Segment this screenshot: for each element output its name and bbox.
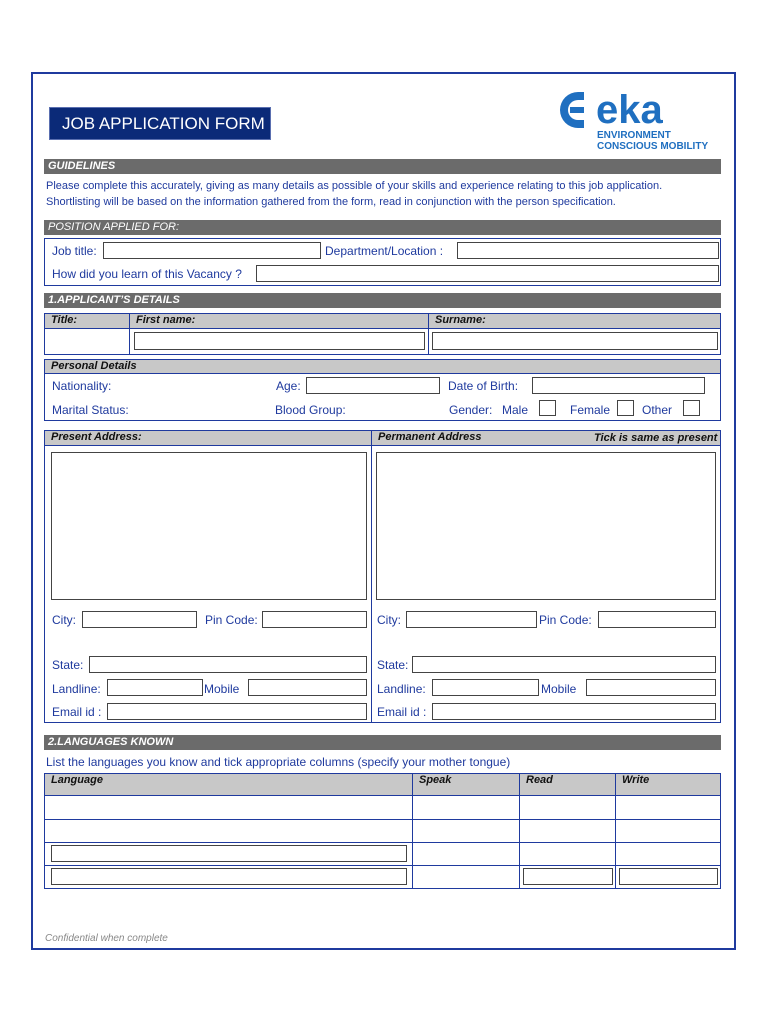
department-input[interactable]: [457, 242, 719, 259]
language-row-3-input[interactable]: [51, 845, 407, 862]
speak-column-header: Speak: [412, 773, 520, 796]
gender-female-checkbox[interactable]: [617, 400, 634, 416]
language-row-4-read-input[interactable]: [523, 868, 613, 885]
language-row-1-read[interactable]: [519, 795, 616, 820]
language-column-header: Language: [44, 773, 413, 796]
language-row-3-read[interactable]: [519, 842, 616, 866]
eka-logo-icon: [556, 90, 716, 130]
confidential-note: Confidential when complete: [45, 933, 168, 944]
language-row-4-input[interactable]: [51, 868, 407, 885]
permanent-mobile-input[interactable]: [586, 679, 716, 696]
present-state-label: State:: [52, 658, 84, 672]
present-state-input[interactable]: [89, 656, 367, 673]
language-row-1-write[interactable]: [615, 795, 721, 820]
permanent-landline-input[interactable]: [432, 679, 539, 696]
first-name-input[interactable]: [134, 332, 425, 350]
present-city-input[interactable]: [82, 611, 197, 628]
permanent-address-textarea[interactable]: [376, 452, 716, 600]
position-heading: POSITION APPLIED FOR:: [44, 220, 721, 235]
present-city-label: City:: [52, 613, 76, 627]
language-row-2-write[interactable]: [615, 819, 721, 843]
gender-female-label: Female: [570, 403, 611, 417]
language-row-1-speak[interactable]: [412, 795, 520, 820]
job-title-label: Job title:: [52, 244, 97, 258]
permanent-state-label: State:: [377, 658, 409, 672]
read-column-header: Read: [519, 773, 616, 796]
blood-group-label: Blood Group:: [275, 403, 346, 417]
logo-wordmark: eka: [596, 90, 663, 130]
language-row-4-write-input[interactable]: [619, 868, 718, 885]
language-row-2-speak[interactable]: [412, 819, 520, 843]
surname-column-header: Surname:: [428, 313, 721, 329]
language-row-4-speak[interactable]: [412, 865, 520, 889]
permanent-pin-input[interactable]: [598, 611, 716, 628]
applicant-heading: 1.APPLICANT’S DETAILS: [44, 293, 721, 308]
guidelines-line-1: Please complete this accurately, giving as many details as possible of your skills and experience relating to this job application.: [46, 180, 663, 192]
permanent-landline-label: Landline:: [377, 682, 426, 696]
language-row-2-language[interactable]: [44, 819, 413, 843]
present-mobile-label: Mobile: [204, 682, 240, 696]
permanent-email-input[interactable]: [432, 703, 716, 720]
write-column-header: Write: [615, 773, 721, 796]
permanent-city-label: City:: [377, 613, 401, 627]
gender-other-checkbox[interactable]: [683, 400, 700, 416]
language-row-1-language[interactable]: [44, 795, 413, 820]
job-title-input[interactable]: [103, 242, 321, 259]
gender-male-label: Male: [502, 403, 529, 417]
present-landline-input[interactable]: [107, 679, 203, 696]
vacancy-input[interactable]: [256, 265, 719, 282]
gender-male-checkbox[interactable]: [539, 400, 556, 416]
surname-input[interactable]: [432, 332, 718, 350]
language-row-3-speak[interactable]: [412, 842, 520, 866]
permanent-pin-label: Pin Code:: [539, 613, 592, 627]
languages-heading: 2.LANGUAGES KNOWN: [44, 735, 721, 750]
gender-other-label: Other: [642, 403, 673, 417]
present-pin-label: Pin Code:: [205, 613, 258, 627]
dob-input[interactable]: [532, 377, 705, 394]
marital-status-label: Marital Status:: [52, 403, 129, 417]
present-pin-input[interactable]: [262, 611, 367, 628]
dob-label: Date of Birth:: [448, 379, 519, 393]
present-email-input[interactable]: [107, 703, 367, 720]
present-landline-label: Landline:: [52, 682, 101, 696]
form-title: JOB APPLICATION FORM: [49, 107, 271, 140]
present-address-textarea[interactable]: [51, 452, 367, 600]
present-email-label: Email id :: [52, 705, 102, 719]
languages-instruction: List the languages you know and tick appropriate columns (specify your mother tongue): [46, 755, 511, 769]
age-input[interactable]: [306, 377, 440, 394]
title-cell[interactable]: [44, 328, 130, 355]
logo-tagline-1: ENVIRONMENT: [597, 130, 671, 141]
language-row-2-read[interactable]: [519, 819, 616, 843]
present-mobile-input[interactable]: [248, 679, 367, 696]
permanent-mobile-label: Mobile: [541, 682, 577, 696]
gender-label: Gender:: [449, 403, 493, 417]
permanent-address-header: Permanent Address: [371, 430, 721, 446]
company-logo: [556, 90, 716, 154]
permanent-state-input[interactable]: [412, 656, 716, 673]
age-label: Age:: [276, 379, 301, 393]
department-label: Department/Location :: [325, 244, 444, 258]
language-row-3-write[interactable]: [615, 842, 721, 866]
permanent-city-input[interactable]: [406, 611, 537, 628]
logo-tagline-2: CONSCIOUS MOBILITY: [597, 141, 709, 152]
first-name-column-header: First name:: [129, 313, 429, 329]
title-column-header: Title:: [44, 313, 130, 329]
permanent-email-label: Email id :: [377, 705, 427, 719]
nationality-label: Nationality:: [52, 379, 112, 393]
guidelines-line-2: Shortlisting will be based on the information gathered from the form, read in conjunction with the person specification.: [46, 196, 616, 208]
vacancy-label: How did you learn of this Vacancy ?: [52, 267, 242, 281]
guidelines-heading: GUIDELINES: [44, 159, 721, 174]
personal-details-header: Personal Details: [44, 359, 721, 374]
tick-same-note[interactable]: Tick is same as present: [594, 432, 718, 444]
present-address-header: Present Address:: [44, 430, 372, 446]
